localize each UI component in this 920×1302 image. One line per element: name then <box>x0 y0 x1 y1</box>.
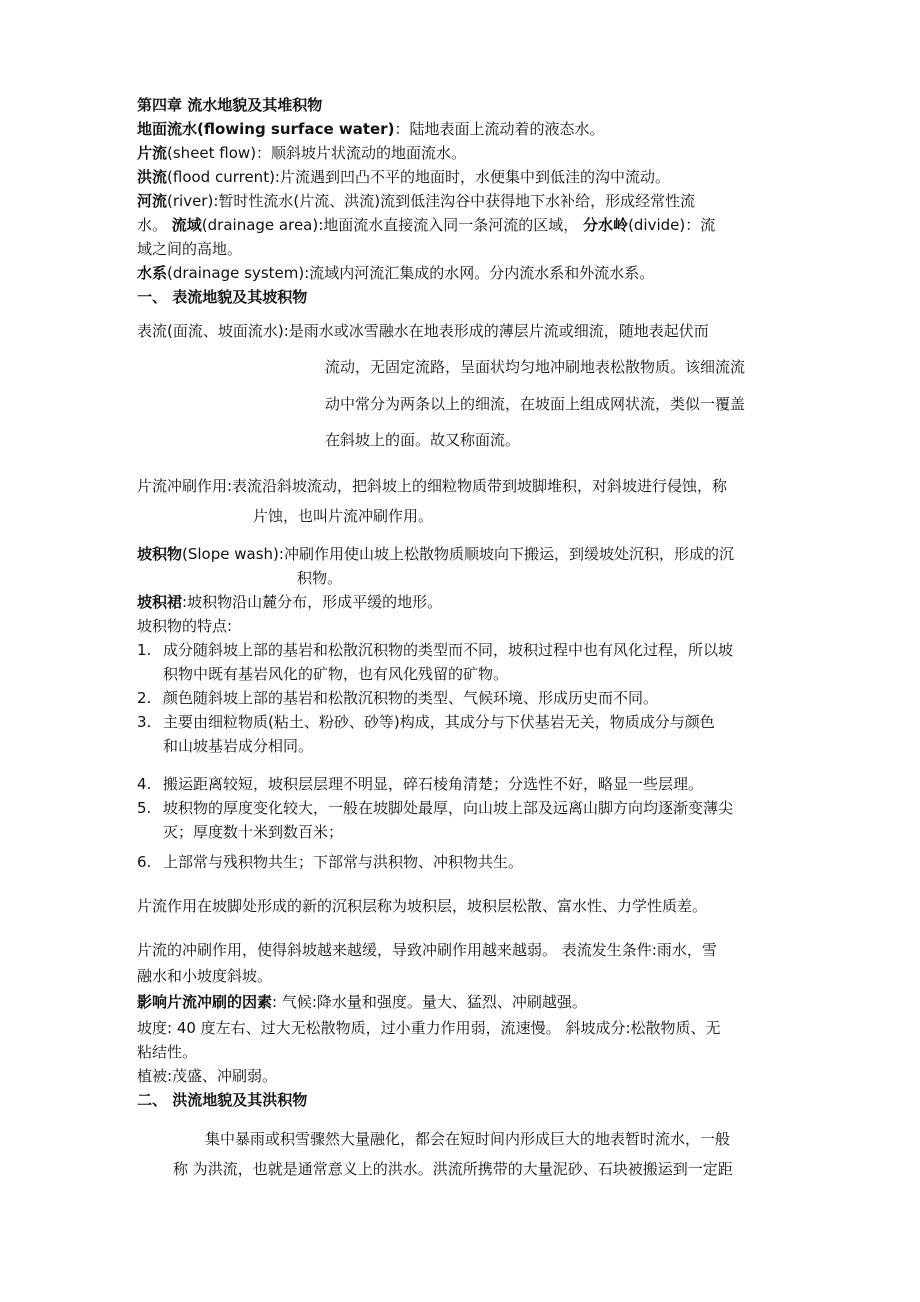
surface-flow-line: 流动，无固定流路，呈面状均匀地冲刷地表松散物质。该细流流 <box>325 358 746 376</box>
def-river-drainage-divide <box>137 215 715 235</box>
feature-item <box>137 852 523 872</box>
item-number: 3. <box>137 713 152 731</box>
definition: (drainage area):地面流水直接流入同一条河流的区域， <box>201 216 584 234</box>
term: 水系 <box>137 264 168 282</box>
definition: (divide)：流 <box>628 216 716 234</box>
feature-item <box>137 712 715 732</box>
def-drainage-system <box>137 263 654 283</box>
item-number: 6. <box>137 853 152 871</box>
item-text: 颜色随斜坡上部的基岩和松散沉积物的类型、气候环境、形成历史而不同。 <box>163 689 659 707</box>
term: 坡积裙 <box>137 593 183 611</box>
item-number: 5. <box>137 799 152 817</box>
feature-item <box>137 774 703 794</box>
section-1-heading: 一、 表流地貌及其坡积物 <box>137 288 308 306</box>
term: 河流 <box>137 192 168 210</box>
section-2-heading: 二、 洪流地貌及其洪积物 <box>137 1091 308 1109</box>
item-number: 2. <box>137 689 152 707</box>
surface-flow-line: 动中常分为两条以上的细流，在坡面上组成网状流，类似一覆盖 <box>325 395 746 413</box>
term: 坡积物 <box>137 545 183 563</box>
term: 流域 <box>171 216 202 234</box>
term: 分水岭 <box>583 216 629 234</box>
surface-flow-line: 表流(面流、坡面流水):是雨水或冰雪融水在地表形成的薄层片流或细流，随地表起伏而 <box>137 322 709 340</box>
sheet-erosion-line: 片流冲刷作用:表流沿斜坡流动，把斜坡上的细粒物质带到坡脚堆积，对斜坡进行侵蚀，称 <box>137 477 728 495</box>
feature-item <box>137 640 733 660</box>
factors-label: 影响片流冲刷的因素 <box>137 993 273 1011</box>
item-text: 坡积物的厚度变化较大，一般在坡脚处最厚，向山坡上部及远离山脚方向均逐渐变薄尖 <box>163 799 734 817</box>
definition: ：陆地表面上流动着的液态水。 <box>394 120 605 138</box>
term: 片流 <box>137 144 168 162</box>
features-title: 坡积物的特点: <box>137 617 233 635</box>
item-text: 成分随斜坡上部的基岩和松散沉积物的类型而不同，坡积过程中也有风化过程，所以坡 <box>163 641 734 659</box>
definition: :坡积物沿山麓分布，形成平缓的地形。 <box>182 593 443 611</box>
feature-item-cont: 积物中既有基岩风化的矿物，也有风化残留的矿物。 <box>163 665 509 683</box>
definition: (Slope wash):冲刷作用使山坡上松散物质顺坡向下搬运，到缓坡处沉积，形成的沉 <box>182 545 734 563</box>
flood-para-line: 称 为洪流，也就是通常意义上的洪水。洪流所携带的大量泥砂、石块被搬运到一定距 <box>173 1160 733 1178</box>
item-number: 1. <box>137 641 152 659</box>
definition: (river):暂时性流水(片流、洪流)流到低洼沟谷中获得地下水补给，形成经常性流 <box>167 192 696 210</box>
definition: 水。 <box>137 216 172 234</box>
para-erosion-effect-cont: 融水和小坡度斜坡。 <box>137 967 273 985</box>
def-slope-apron <box>137 592 442 612</box>
para-erosion-effect: 片流的冲刷作用，使得斜坡越来越缓，导致冲刷作用越来越弱。 表流发生条件:雨水，雪 <box>137 941 717 959</box>
def-slope-wash-cont: 积物。 <box>297 569 343 587</box>
flood-para-line: 集中暴雨或积雪骤然大量融化，都会在短时间内形成巨大的地表暂时流水，一般 <box>205 1130 731 1148</box>
definition: (sheet flow)：顺斜坡片状流动的地面流水。 <box>167 144 467 162</box>
def-flood-current <box>137 167 670 187</box>
feature-item <box>137 798 733 818</box>
def-river <box>137 191 695 211</box>
factors-vegetation: 植被:茂盛、冲刷弱。 <box>137 1067 278 1085</box>
item-text: 主要由细粒物质(粘土、粉砂、砂等)构成，其成分与下伏基岩无关，物质成分与颜色 <box>163 713 715 731</box>
item-number: 4. <box>137 775 152 793</box>
def-divide-cont: 域之间的高地。 <box>137 240 243 258</box>
chapter-title: 第四章 流水地貌及其堆积物 <box>137 96 323 114</box>
feature-item-cont: 灭；厚度数十米到数百米； <box>163 823 344 841</box>
def-slope-wash <box>137 544 734 564</box>
def-sheet-flow <box>137 143 466 163</box>
factors-climate <box>137 992 587 1012</box>
factors-slope-cont: 粘结性。 <box>137 1043 198 1061</box>
factors-text: : 气候:降水量和强度。量大、猛烈、冲刷越强。 <box>272 993 587 1011</box>
feature-item <box>137 688 658 708</box>
item-text: 搬运距离较短，坡积层层理不明显，碎石棱角清楚；分选性不好，略显一些层理。 <box>163 775 704 793</box>
para-sheet-layer: 片流作用在坡脚处形成的新的沉积层称为坡积层，坡积层松散、富水性、力学性质差。 <box>137 897 708 915</box>
feature-item-cont: 和山坡基岩成分相同。 <box>163 737 314 755</box>
surface-flow-line: 在斜坡上的面。故又称面流。 <box>325 431 521 449</box>
factors-slope: 坡度: 40 度左右、过大无松散物质，过小重力作用弱，流速慢。 斜坡成分:松散物质、无 <box>137 1019 721 1037</box>
definition: (flood current):片流遇到凹凸不平的地面时，水便集中到低洼的沟中流动。 <box>167 168 670 186</box>
definition: (drainage system):流域内河流汇集成的水网。分内流水系和外流水系。 <box>167 264 655 282</box>
sheet-erosion-line: 片蚀，也叫片流冲刷作用。 <box>253 507 434 525</box>
def-surface-water <box>137 119 604 139</box>
term: 地面流水(flowing surface water) <box>137 120 395 138</box>
term: 洪流 <box>137 168 168 186</box>
item-text: 上部常与残积物共生；下部常与洪积物、冲积物共生。 <box>163 853 524 871</box>
